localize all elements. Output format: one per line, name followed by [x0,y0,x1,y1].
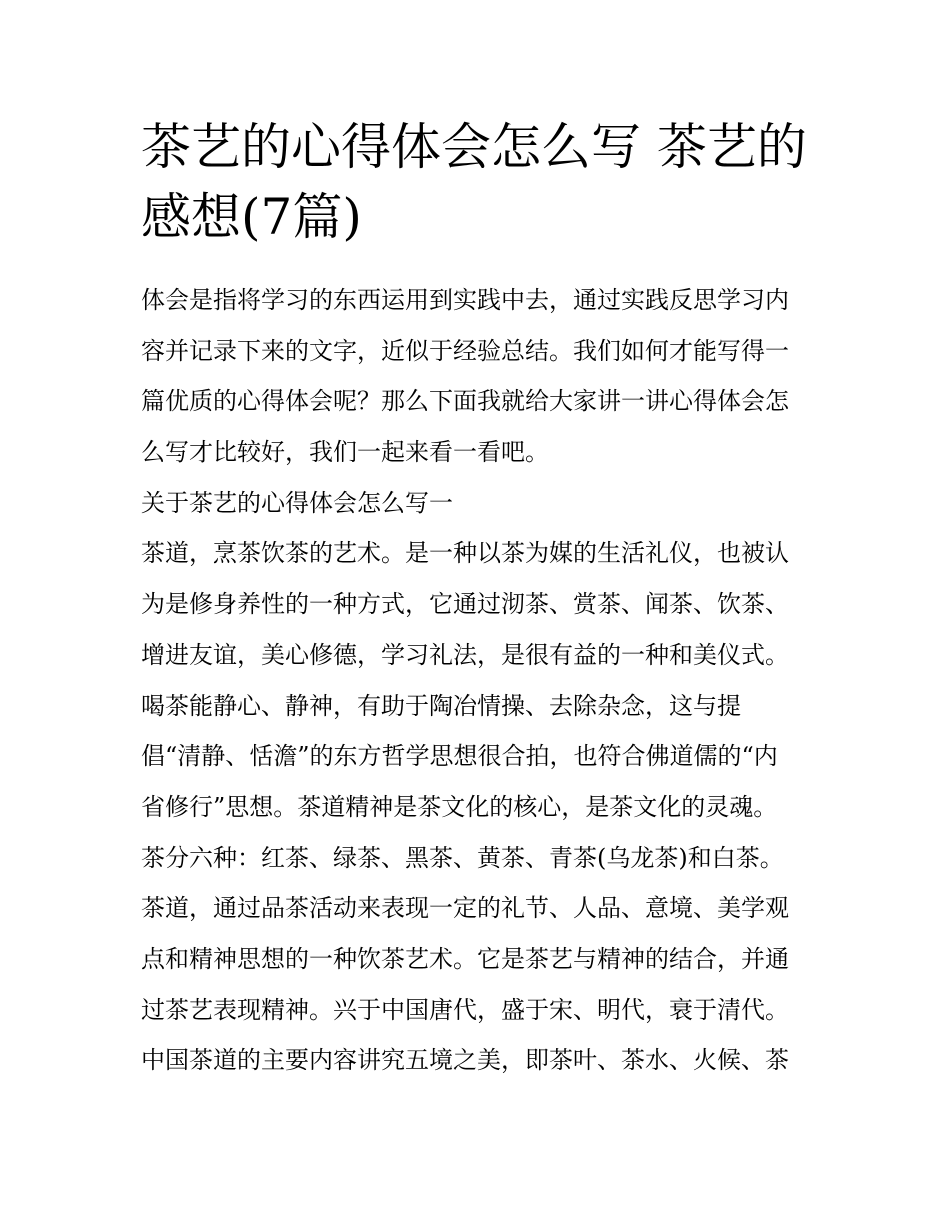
document-page [141,112,813,1086]
body-line: 过茶艺表现精神。兴于中国唐代，盛于宋、明代，衰于清代。 [141,995,789,1024]
body-line: 茶道，烹茶饮茶的艺术。是一种以茶为媒的生活礼仪，也被认 [141,539,789,568]
document-title [141,112,813,252]
body-line: 为是修身养性的一种方式，它通过沏茶、赏茶、闻茶、饮茶、 [141,590,789,619]
body-line: 茶分六种：红茶、绿茶、黑茶、黄茶、青茶(乌龙茶)和白茶。 [141,843,784,872]
title-line-2: 感想(7篇) [141,188,362,246]
title-line-1: 茶艺的心得体会怎么写 茶艺的 [141,118,807,176]
body-line: 中国茶道的主要内容讲究五境之美，即茶叶、茶水、火候、茶 [141,1046,789,1075]
body-line: 么写才比较好，我们一起来看一看吧。 [141,438,549,467]
body-line: 篇优质的心得体会呢？那么下面我就给大家讲一讲心得体会怎 [141,387,789,416]
body-line: 茶道，通过品茶活动来表现一定的礼节、人品、意境、美学观 [141,894,789,923]
section-heading: 关于茶艺的心得体会怎么写一 [141,488,453,517]
body-line: 点和精神思想的一种饮茶艺术。它是茶艺与精神的结合，并通 [141,944,789,973]
body-line: 倡“清静、恬澹”的东方哲学思想很合拍，也符合佛道儒的“内 [141,742,778,771]
body-line: 增进友谊，美心修德，学习礼法，是很有益的一种和美仪式。 [141,640,789,669]
body-line: 省修行”思想。茶道精神是茶文化的核心，是茶文化的灵魂。 [141,792,778,821]
body-line: 容并记录下来的文字，近似于经验总结。我们如何才能写得一 [141,336,789,365]
body-line: 喝茶能静心、静神，有助于陶冶情操、去除杂念，这与提 [141,691,741,720]
body-line: 体会是指将学习的东西运用到实践中去，通过实践反思学习内 [141,286,789,314]
document-body [141,275,813,1086]
